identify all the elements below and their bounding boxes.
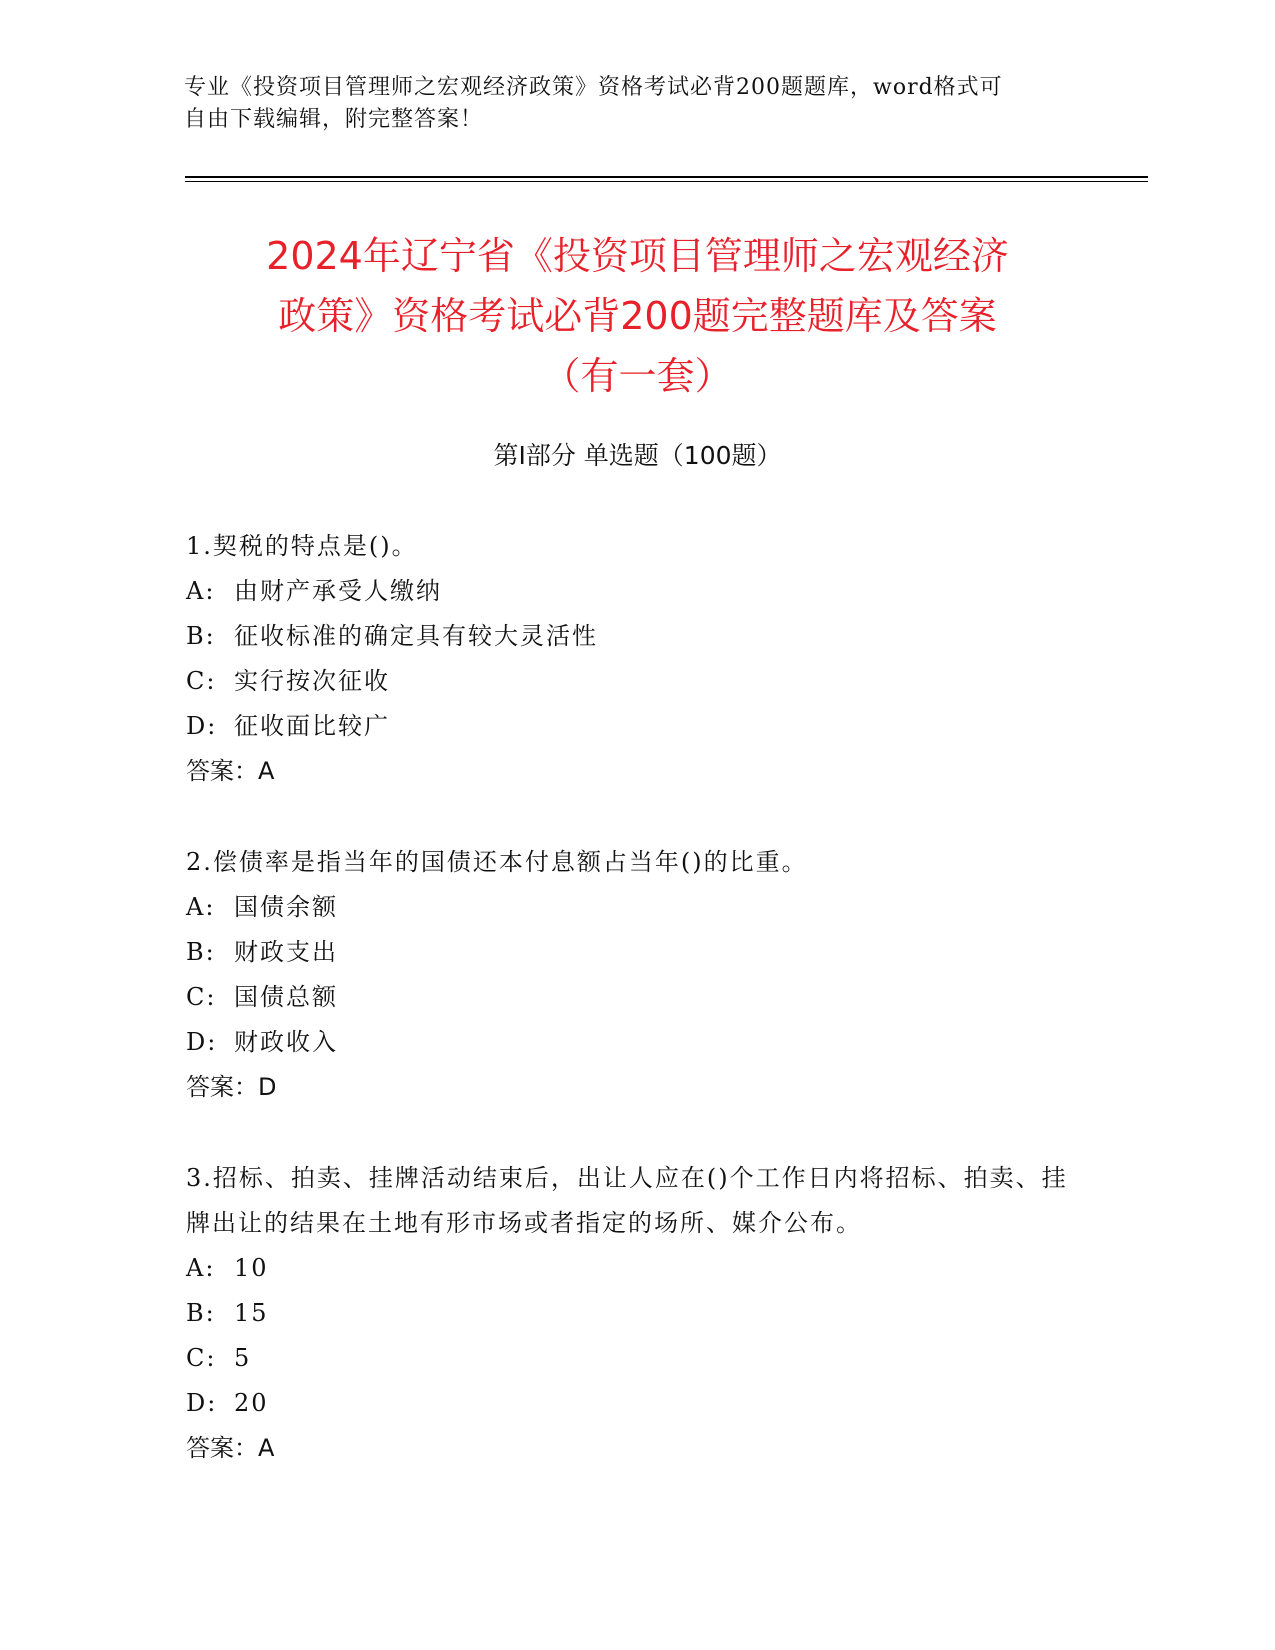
question-answer: 答案：A [186,1434,275,1462]
question-item [186,524,1086,794]
document-title [150,226,1125,406]
option-key: C: [186,667,217,695]
option-text: 15 [234,1299,269,1327]
question-item [186,840,1086,1110]
document-title-line-3: （有一套） [542,354,733,398]
option-text: 实行按次征收 [234,667,390,695]
option-text: 国债总额 [234,983,338,1011]
question-option [186,930,1086,975]
option-text: 5 [234,1344,252,1372]
question-option [186,885,1086,930]
option-key: B: [186,938,216,966]
question-answer: 答案：D [186,1073,277,1101]
option-key: A: [186,1254,216,1282]
question-option [186,1336,1086,1381]
question-stem: 1.契税的特点是()。 [186,532,418,560]
question-option [186,614,1086,659]
option-text: 10 [234,1254,269,1282]
question-option [186,1381,1086,1426]
option-key: A: [186,893,216,921]
option-text: 财政收入 [234,1028,338,1056]
option-key: D: [186,712,218,740]
document-title-line-1: 2024年辽宁省《投资项目管理师之宏观经济 [266,234,1009,278]
option-key: D: [186,1389,218,1417]
section-title: 第Ⅰ部分 单选题（100题） [493,441,782,470]
option-text: 征收标准的确定具有较大灵活性 [234,622,598,650]
option-key: C: [186,1344,217,1372]
header-note [184,72,1064,136]
option-text: 财政支出 [234,938,338,966]
question-stem: 3.招标、拍卖、挂牌活动结束后，出让人应在()个工作日内将招标、拍卖、挂牌出让的结果在土地有形市场或者指定的场所、媒介公布。 [186,1164,1068,1237]
question-option [186,975,1086,1020]
question-option [186,704,1086,749]
question-option [186,569,1086,614]
option-text: 20 [234,1389,269,1417]
header-note-line-2: 自由下载编辑，附完整答案！ [184,107,484,132]
option-key: D: [186,1028,218,1056]
option-key: A: [186,577,216,605]
option-text: 征收面比较广 [234,712,390,740]
question-option [186,1020,1086,1065]
option-key: C: [186,983,217,1011]
header-note-line-1: 专业《投资项目管理师之宏观经济政策》资格考试必背200题题库，word格式可 [184,75,1003,100]
option-key: B: [186,622,216,650]
header-divider-thin [185,181,1148,182]
document-title-line-2: 政策》资格考试必背200题完整题库及答案 [278,294,997,338]
option-text: 由财产承受人缴纳 [234,577,442,605]
question-option [186,1246,1086,1291]
option-key: B: [186,1299,216,1327]
header-divider-thick [185,176,1148,178]
question-option [186,1291,1086,1336]
question-answer: 答案：A [186,757,275,785]
question-stem: 2.偿债率是指当年的国债还本付息额占当年()的比重。 [186,848,808,876]
option-text: 国债余额 [234,893,338,921]
question-item [186,1156,1086,1471]
question-list [186,524,1086,1517]
question-option [186,659,1086,704]
